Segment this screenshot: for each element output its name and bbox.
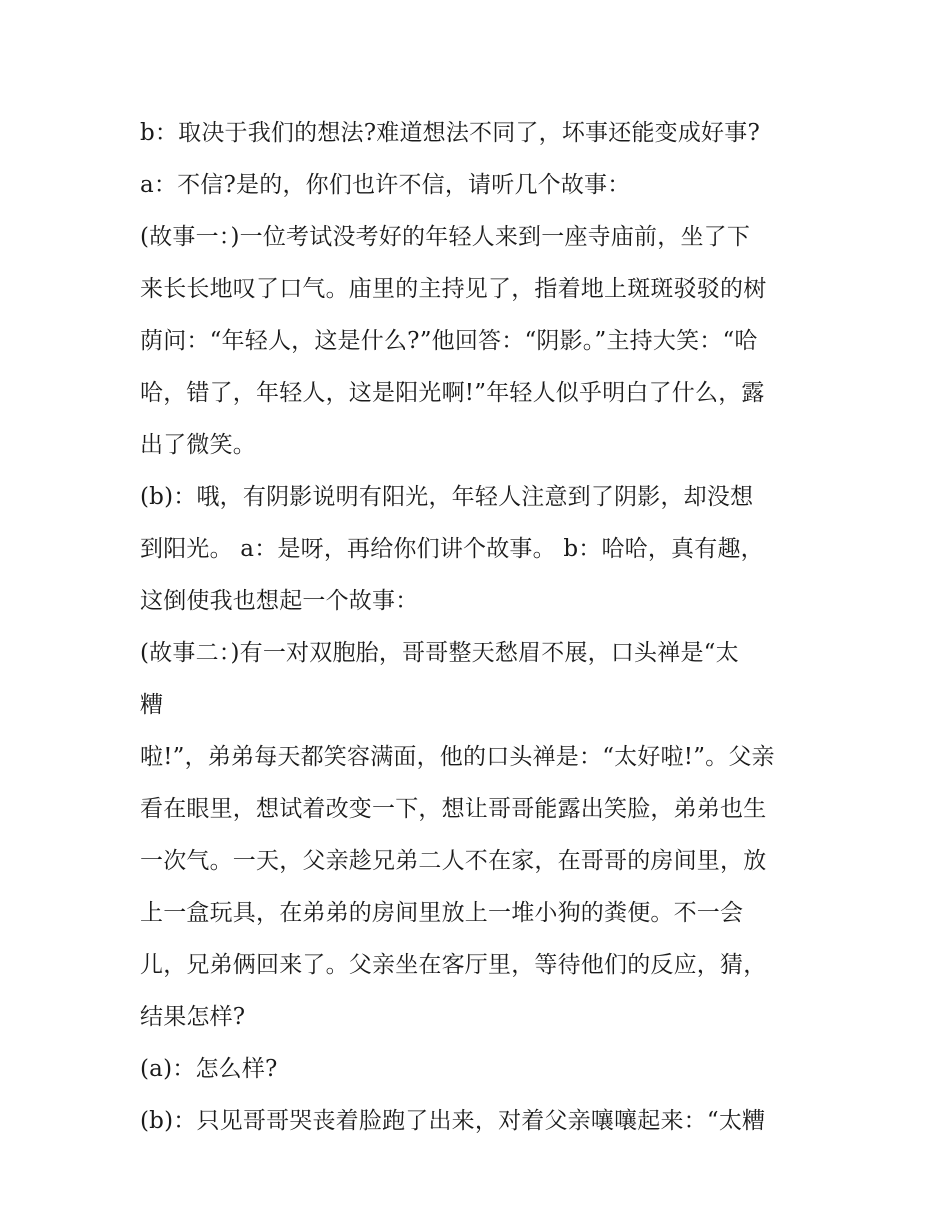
text-line: 这倒使我也想起一个故事：: [140, 588, 419, 614]
document-body: [140, 107, 820, 1147]
text-line: (故事二：)有一对双胞胎，哥哥整天愁眉不展，口头禅是“太: [140, 640, 739, 666]
text-line: (b)：哦，有阴影说明有阳光，年轻人注意到了阴影，却没想: [140, 484, 754, 510]
text-line: 儿，兄弟俩回来了。父亲坐在客厅里，等待他们的反应，猜，: [140, 952, 767, 978]
text-line: 啦!”，弟弟每天都笑容满面，他的口头禅是：“太好啦!”。父亲: [140, 744, 775, 770]
text-line: 荫问：“年轻人，这是什么?”他回答：“阴影。”主持大笑：“哈: [140, 328, 758, 354]
text-line: 到阳光。 a：是呀，再给你们讲个故事。 b：哈哈，真有趣，: [140, 536, 764, 562]
text-line: a：不信?是的，你们也许不信，请听几个故事：: [140, 172, 631, 198]
text-line: (故事一：)一位考试没考好的年轻人来到一座寺庙前，坐了下: [140, 224, 751, 250]
text-line: 哈，错了，年轻人，这是阳光啊!”年轻人似乎明白了什么，露: [140, 380, 765, 406]
text-line: (b)：只见哥哥哭丧着脸跑了出来，对着父亲嚷嚷起来：“太糟: [140, 1108, 766, 1134]
text-line: 出了微笑。: [140, 432, 256, 458]
text-line: 上一盒玩具，在弟弟的房间里放上一堆小狗的粪便。不一会: [140, 900, 744, 926]
text-line: 看在眼里，想试着改变一下，想让哥哥能露出笑脸，弟弟也生: [140, 796, 767, 822]
text-line: 一次气。一天，父亲趁兄弟二人不在家，在哥哥的房间里，放: [140, 848, 767, 874]
text-line: b：取决于我们的想法?难道想法不同了，坏事还能变成好事?: [140, 120, 760, 146]
text-line: 结果怎样?: [140, 1004, 246, 1030]
text-line: 来长长地叹了口气。庙里的主持见了，指着地上斑斑驳驳的树: [140, 276, 767, 302]
text-line: 糟: [140, 692, 164, 718]
text-line: (a)：怎么样?: [140, 1056, 278, 1082]
